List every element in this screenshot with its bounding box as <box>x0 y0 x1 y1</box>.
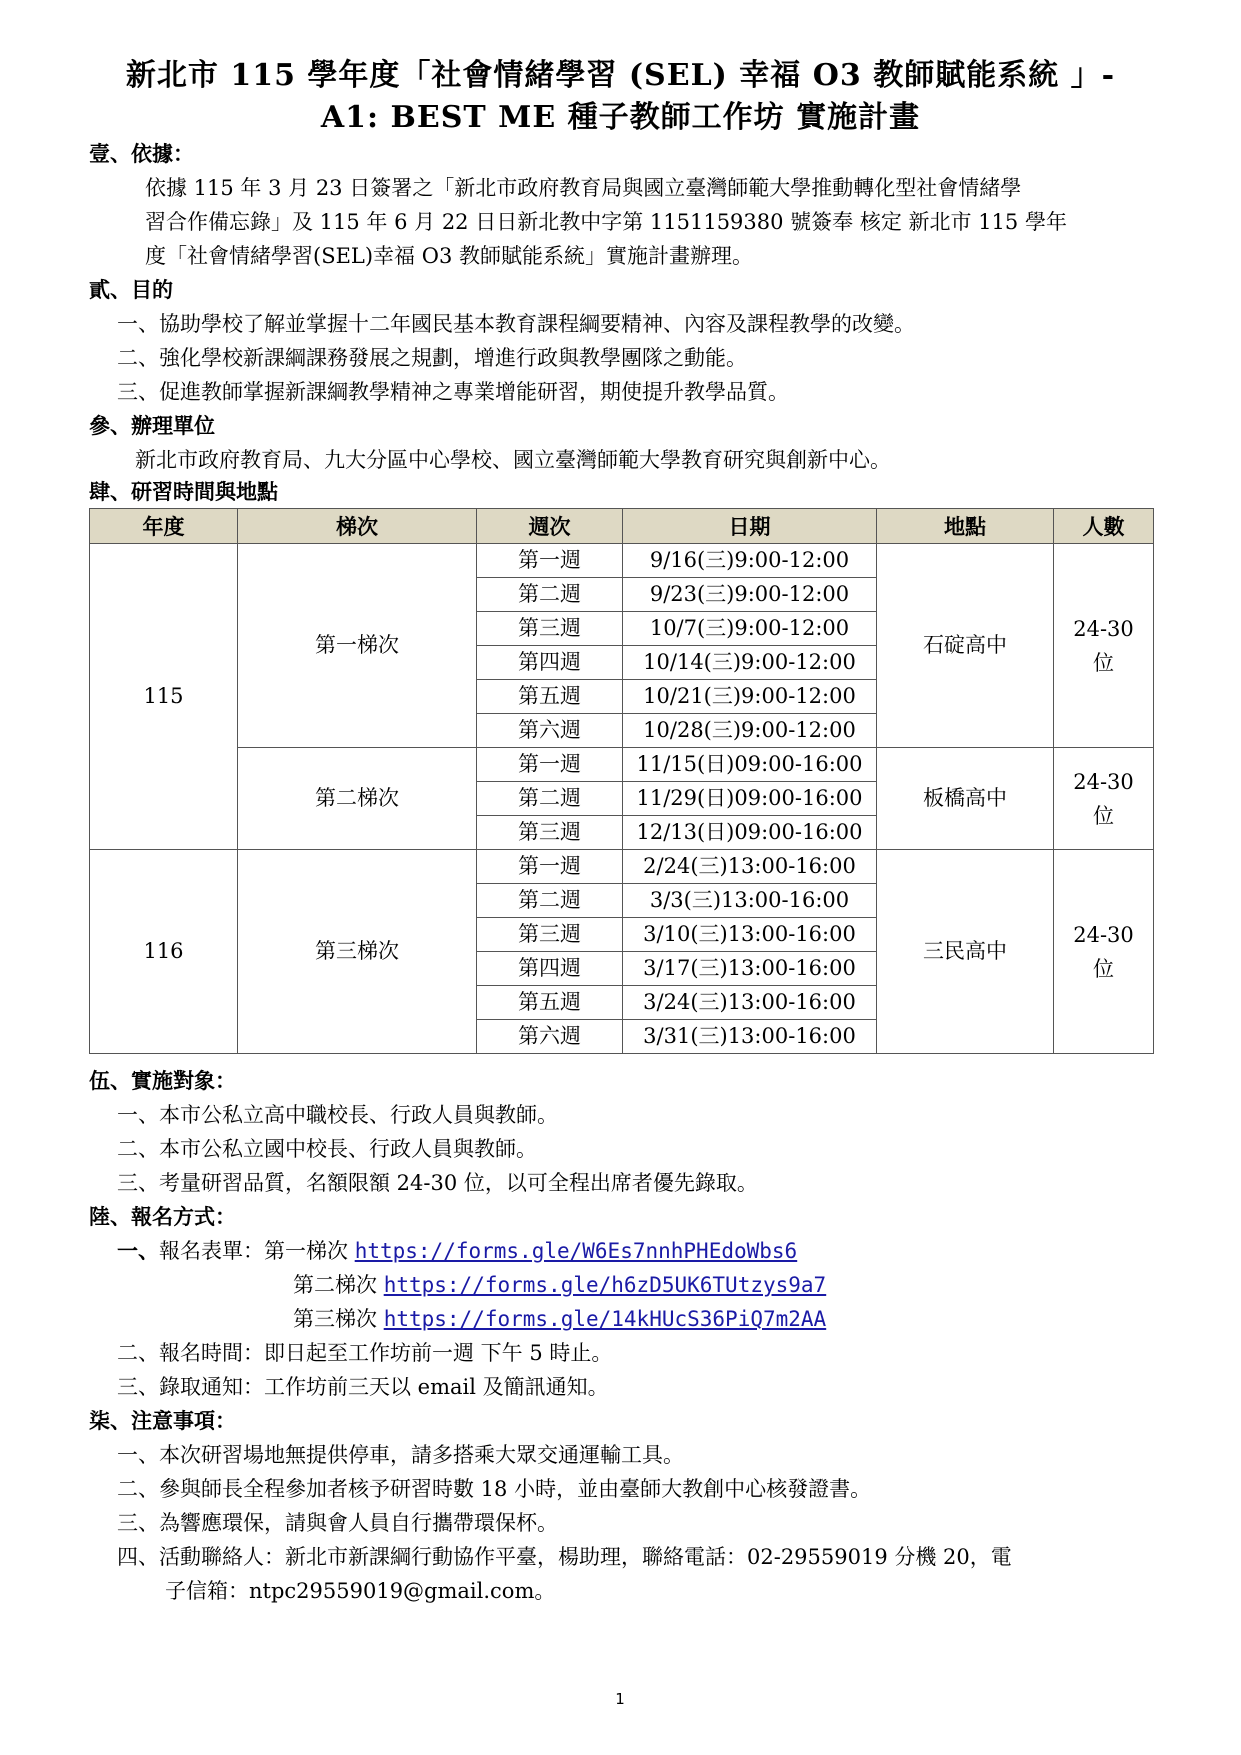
notes-item: 一、本次研習場地無提供停車，請多搭乘大眾交通運輸工具。 <box>117 1443 684 1467</box>
registration-batch2-label: 第二梯次 <box>293 1273 384 1297</box>
week-cell: 第二週 <box>477 782 623 816</box>
date-cell: 10/14(三)9:00-12:00 <box>623 646 877 680</box>
target-item: 二、本市公私立國中校長、行政人員與教師。 <box>117 1137 537 1161</box>
count-cell <box>1054 748 1154 850</box>
year-cell: 115 <box>90 544 238 850</box>
registration-notice: 三、錄取通知：工作坊前三天以 email 及簡訊通知。 <box>117 1375 609 1399</box>
week-cell: 第一週 <box>477 850 623 884</box>
header-week: 週次 <box>477 509 623 544</box>
purpose-item: 一、協助學校了解並掌握十二年國民基本教育課程綱要精神、內容及課程教學的改變。 <box>117 312 915 336</box>
year-cell: 116 <box>90 850 238 1054</box>
batch-cell: 第三梯次 <box>238 850 477 1054</box>
table-row <box>90 544 1154 578</box>
count-number: 24-30 <box>1073 769 1134 794</box>
purpose-item: 三、促進教師掌握新課綱教學精神之專業增能研習，期使提升教學品質。 <box>117 380 789 404</box>
date-cell: 9/16(三)9:00-12:00 <box>623 544 877 578</box>
document-title-line1: 新北市 115 學年度「社會情緒學習 (SEL) 幸福 O3 教師賦能系統 」- <box>125 58 1116 93</box>
date-cell: 12/13(日)09:00-16:00 <box>623 816 877 850</box>
week-cell: 第四週 <box>477 646 623 680</box>
table-row <box>90 748 1154 782</box>
page-number: 1 <box>615 1690 625 1708</box>
section-registration-heading: 陸、報名方式： <box>89 1204 236 1229</box>
week-cell: 第三週 <box>477 612 623 646</box>
registration-form-line <box>293 1305 826 1333</box>
week-cell: 第六週 <box>477 1020 623 1054</box>
week-cell: 第五週 <box>477 680 623 714</box>
section-basis-text: 度「社會情緒學習(SEL)幸福 O3 教師賦能系統」實施計畫辦理。 <box>145 244 753 268</box>
date-cell: 9/23(三)9:00-12:00 <box>623 578 877 612</box>
section-target-heading: 伍、實施對象： <box>89 1068 236 1093</box>
notes-item-continuation: 子信箱：ntpc29559019@gmail.com。 <box>165 1579 556 1603</box>
header-year: 年度 <box>90 509 238 544</box>
week-cell: 第六週 <box>477 714 623 748</box>
date-cell: 10/21(三)9:00-12:00 <box>623 680 877 714</box>
batch-cell: 第一梯次 <box>238 544 477 748</box>
registration-batch1-label: 報名表單：第一梯次 <box>159 1239 355 1263</box>
registration-item-prefix: 一、 <box>117 1238 159 1263</box>
registration-batch3-label: 第三梯次 <box>293 1307 384 1331</box>
place-cell: 板橋高中 <box>877 748 1054 850</box>
batch-cell: 第二梯次 <box>238 748 477 850</box>
registration-form-line <box>117 1237 797 1265</box>
week-cell: 第一週 <box>477 748 623 782</box>
document-title-line2: A1: BEST ME 種子教師工作坊 實施計畫 <box>320 100 921 135</box>
target-item: 一、本市公私立高中職校長、行政人員與教師。 <box>117 1103 558 1127</box>
week-cell: 第五週 <box>477 986 623 1020</box>
section-schedule-heading: 肆、研習時間與地點 <box>89 479 278 504</box>
registration-link-batch3[interactable]: https://forms.gle/14kHUcS36PiQ7m2AA <box>383 1307 827 1331</box>
count-number: 24-30 <box>1073 616 1134 641</box>
week-cell: 第二週 <box>477 884 623 918</box>
header-date: 日期 <box>623 509 877 544</box>
notes-item: 四、活動聯絡人：新北市新課綱行動協作平臺，楊助理，聯絡電話：02-29559019 分機 20，電 <box>117 1545 1012 1569</box>
schedule-table <box>89 508 1154 1054</box>
section-organizer-heading: 參、辦理單位 <box>89 413 215 438</box>
notes-item: 二、參與師長全程參加者核予研習時數 18 小時，並由臺師大教創中心核發證書。 <box>117 1477 872 1501</box>
organizer-text: 新北市政府教育局、九大分區中心學校、國立臺灣師範大學教育研究與創新中心。 <box>135 448 891 472</box>
count-unit: 位 <box>1093 803 1114 828</box>
count-number: 24-30 <box>1073 922 1134 947</box>
count-unit: 位 <box>1093 650 1114 675</box>
place-cell: 石碇高中 <box>877 544 1054 748</box>
count-cell <box>1054 850 1154 1054</box>
section-notes-heading: 柒、注意事項： <box>89 1408 236 1433</box>
registration-link-batch1[interactable]: https://forms.gle/W6Es7nnhPHEdoWbs6 <box>354 1239 798 1263</box>
date-cell: 10/28(三)9:00-12:00 <box>623 714 877 748</box>
date-cell: 11/15(日)09:00-16:00 <box>623 748 877 782</box>
target-item: 三、考量研習品質，名額限額 24-30 位，以可全程出席者優先錄取。 <box>117 1171 758 1195</box>
date-cell: 3/17(三)13:00-16:00 <box>623 952 877 986</box>
week-cell: 第二週 <box>477 578 623 612</box>
section-purpose-heading: 貳、目的 <box>89 277 173 302</box>
count-unit: 位 <box>1093 956 1114 981</box>
header-place: 地點 <box>877 509 1054 544</box>
date-cell: 3/24(三)13:00-16:00 <box>623 986 877 1020</box>
section-basis-heading: 壹、依據： <box>89 141 194 166</box>
registration-link-batch2[interactable]: https://forms.gle/h6zD5UK6TUtzys9a7 <box>383 1273 827 1297</box>
purpose-item: 二、強化學校新課綱課務發展之規劃，增進行政與教學團隊之動能。 <box>117 346 747 370</box>
date-cell: 11/29(日)09:00-16:00 <box>623 782 877 816</box>
week-cell: 第三週 <box>477 816 623 850</box>
date-cell: 3/31(三)13:00-16:00 <box>623 1020 877 1054</box>
place-cell: 三民高中 <box>877 850 1054 1054</box>
registration-time: 二、報名時間：即日起至工作坊前一週 下午 5 時止。 <box>117 1341 613 1365</box>
week-cell: 第一週 <box>477 544 623 578</box>
date-cell: 2/24(三)13:00-16:00 <box>623 850 877 884</box>
notes-item: 三、為響應環保，請與會人員自行攜帶環保杯。 <box>117 1511 558 1535</box>
table-row <box>90 850 1154 884</box>
header-batch: 梯次 <box>238 509 477 544</box>
registration-form-line <box>293 1271 826 1299</box>
date-cell: 3/10(三)13:00-16:00 <box>623 918 877 952</box>
week-cell: 第三週 <box>477 918 623 952</box>
date-cell: 10/7(三)9:00-12:00 <box>623 612 877 646</box>
count-cell <box>1054 544 1154 748</box>
header-count: 人數 <box>1054 509 1154 544</box>
table-header-row <box>90 509 1154 544</box>
week-cell: 第四週 <box>477 952 623 986</box>
section-basis-text: 依據 115 年 3 月 23 日簽署之「新北市政府教育局與國立臺灣師範大學推動轉化型社會情緒學 <box>145 176 1022 200</box>
date-cell: 3/3(三)13:00-16:00 <box>623 884 877 918</box>
section-basis-text: 習合作備忘錄」及 115 年 6 月 22 日日新北教中字第 1151159380 號簽奉 核定 新北市 115 學年 <box>145 210 1067 234</box>
